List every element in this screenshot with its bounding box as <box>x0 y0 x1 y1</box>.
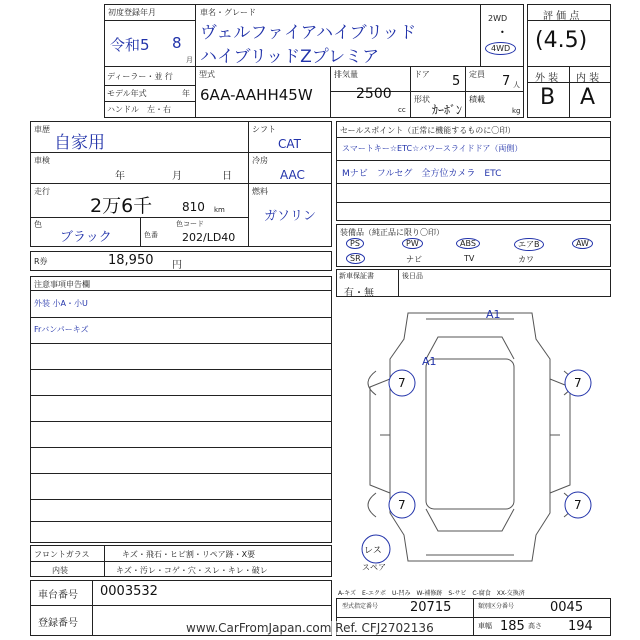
interior-damage-value: キズ・汚レ・コゲ・穴・スレ・キレ・破レ <box>116 566 268 575</box>
model-year-unit: 年 <box>182 89 190 98</box>
car-grade: ハイブリッドZプレミア <box>200 47 380 67</box>
damage-a1-top: A1 <box>486 308 501 321</box>
vehicle-damage-diagram <box>336 299 611 581</box>
score-label: 評 価 点 <box>543 11 580 22</box>
capacity-unit: 人 <box>513 81 520 89</box>
spare-mark: レス <box>364 546 382 556</box>
ac-value: AAC <box>280 168 305 182</box>
spare-label: スペア <box>362 563 386 572</box>
warranty-label: 新車保証書 <box>339 272 374 280</box>
class-no-label: 類別区分番号 <box>478 603 515 610</box>
mileage-label: 走行 <box>34 187 50 196</box>
drive-2wd: 2WD <box>488 14 508 23</box>
displacement-label: 排気量 <box>334 70 358 79</box>
sales-points-label: セールスポイント（正常に機能するものに〇印） <box>340 126 516 135</box>
width-label: 車幅 <box>478 622 492 630</box>
height-value: 194 <box>568 619 593 634</box>
capacity-value: 7 <box>502 74 511 89</box>
windshield-outline <box>426 337 514 359</box>
record-label: 後日品 <box>402 272 423 280</box>
drive-4wd: 4WD <box>485 42 516 55</box>
equip-abs: ABS <box>456 238 480 249</box>
first-registration-label: 初度登録年月 <box>108 8 156 17</box>
class-no-value: 0045 <box>550 600 584 615</box>
color-code-value: 202/LD40 <box>182 231 236 244</box>
damage-legend: A-キズ E-エクボ U-凹み W-補修跡 S-サビ C-腐食 XX-交換済 <box>338 590 525 597</box>
vehicle-no-label: 車台番号 <box>38 590 78 601</box>
equip-pw: PW <box>402 238 423 249</box>
door-label: ドア <box>414 70 430 79</box>
glass-label: フロントガラス <box>34 550 90 559</box>
glass-value: キズ・飛石・ヒビ割・リペア跡・X要 <box>122 550 256 559</box>
right-side-panel <box>550 379 570 493</box>
registration-era: 令和5 <box>110 36 150 54</box>
mileage-extra: 810 <box>182 200 205 214</box>
reg-no-label: 登録番号 <box>38 618 78 629</box>
warranty-frame <box>336 269 611 297</box>
history-value: 自家用 <box>54 133 105 153</box>
fuel-label: 燃料 <box>252 187 268 196</box>
left-side-panel <box>370 379 390 493</box>
warranty-value: 有・無 <box>344 288 374 299</box>
drive-dot: • <box>500 28 505 37</box>
interior-label: 内 装 <box>576 73 600 84</box>
color-value: ブラック <box>60 230 112 245</box>
mileage-unit: km <box>214 206 225 214</box>
sales-points-line-2: Mナビ フルセグ 全方位カメラ ETC <box>342 169 502 179</box>
registration-month: 8 <box>172 34 182 52</box>
type-label: 型式 <box>199 70 215 79</box>
interior-grade: A <box>580 85 596 110</box>
equip-ps: PS <box>346 238 364 249</box>
color-code-label: 色コード <box>176 220 204 228</box>
model-year-label: モデル年式 <box>107 89 147 98</box>
displacement-unit: cc <box>398 106 406 114</box>
notes-line-1: 外装 小A・小U <box>34 299 88 308</box>
score-value: (4.5) <box>535 28 588 53</box>
tire-rl-value: 7 <box>398 498 406 512</box>
shape-label: 形状 <box>414 95 430 104</box>
recycle-unit: 円 <box>172 260 182 271</box>
inspection-year-unit: 年 <box>115 171 125 182</box>
type-no-label: 型式指定番号 <box>342 603 379 610</box>
history-label: 車歴 <box>34 125 50 134</box>
notes-label: 注意事項申告欄 <box>34 280 90 289</box>
notes-line-2: Frバンパーキズ <box>34 325 89 334</box>
shift-label: シフト <box>252 125 276 134</box>
mileage-value: 2万6千 <box>90 195 153 217</box>
width-value: 185 <box>500 619 525 634</box>
inspection-day-unit: 日 <box>222 171 232 182</box>
tire-fl-value: 7 <box>398 376 406 390</box>
watermark: www.CarFromJapan.com Ref. CFJ2702136 <box>186 621 434 635</box>
body-outline <box>390 313 550 561</box>
tire-rr-value: 7 <box>574 498 582 512</box>
load-unit: kg <box>512 107 521 115</box>
color-no-label: 色番 <box>144 231 158 239</box>
equip-tv: TV <box>464 254 475 263</box>
ac-label: 冷房 <box>252 156 268 165</box>
wheel-arch-fl <box>368 371 376 395</box>
door-value: 5 <box>452 74 461 89</box>
roof-outline <box>426 359 514 509</box>
type-no-value: 20715 <box>410 600 452 615</box>
equip-leather: カワ <box>518 255 534 264</box>
displacement-value: 2500 <box>356 86 392 102</box>
equip-airbag: エアB <box>514 238 544 251</box>
shift-value: CAT <box>278 137 301 151</box>
color-label: 色 <box>34 220 42 229</box>
height-label: 高さ <box>528 622 542 630</box>
exterior-grade: B <box>540 85 556 110</box>
recycle-value: 18,950 <box>108 253 154 268</box>
tire-fr-value: 7 <box>574 376 582 390</box>
vehicle-no-value: 0003532 <box>100 584 158 599</box>
recycle-label: R券 <box>34 257 48 266</box>
rear-window-outline <box>426 509 514 531</box>
inspection-label: 車検 <box>34 156 50 165</box>
equip-navi: ナビ <box>406 255 422 264</box>
equipment-label: 装備品（純正品に限り〇印） <box>340 228 444 237</box>
type-value: 6AA-AAHH45W <box>200 86 313 104</box>
damage-a1-side: A1 <box>422 355 437 368</box>
exterior-label: 外 装 <box>535 73 559 84</box>
fuel-value: ガソリン <box>264 209 317 224</box>
interior-damage-label: 内装 <box>52 566 68 575</box>
wheel-arch-rl <box>368 493 376 517</box>
dealer-label: ディーラー・並 行 <box>107 72 173 81</box>
month-unit: 月 <box>186 56 193 64</box>
load-label: 積載 <box>469 95 485 104</box>
equip-sr: SR <box>346 253 365 264</box>
equip-aw: AW <box>572 238 593 249</box>
capacity-label: 定員 <box>469 70 485 79</box>
sales-points-line-1: スマートキー☆ETC☆パワースライドドア（両側） <box>342 144 523 153</box>
car-name-label: 車名・グレード <box>200 8 256 17</box>
car-name: ヴェルファイアハイブリッド <box>200 23 417 43</box>
inspection-month-unit: 月 <box>172 171 182 182</box>
shape-value: ｶｰﾎﾞﾝ <box>432 103 463 117</box>
handle-label: ハンドル 左・右 <box>107 105 171 114</box>
